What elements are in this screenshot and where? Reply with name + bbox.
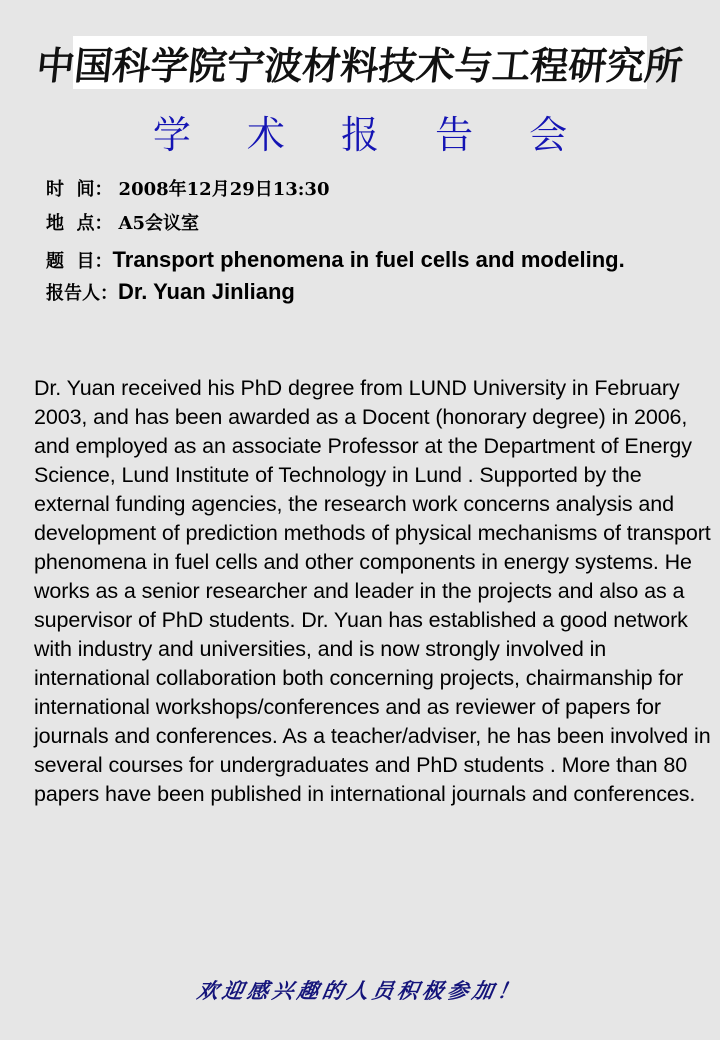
institute-name: 中国科学院宁波材料技术与工程研究所 [34, 43, 686, 88]
event-info [46, 175, 686, 313]
time-row [46, 175, 686, 209]
time-value: 2008年12月29日13:30 [118, 179, 330, 200]
place-value: A5会议室 [118, 213, 200, 234]
topic-value: Transport phenomena in fuel cells and modeling. [112, 247, 625, 272]
speaker-biography: Dr. Yuan received his PhD degree from LUND University in February 2003, and has been awarded as a Docent (honorary degree) in 2006, and employed as an associate Professor at the Department of Energy Science, Lund Institute of Technology in Lund . Supported by the external funding agencies, the research work concerns analysis and development of prediction methods of physical mechanisms of transport phenomena in fuel cells and other components in energy systems. He works as a senior researcher and leader in the projects and also as a supervisor of PhD students. Dr. Yuan has established a good network with industry and universities, and is now strongly involved in international collaboration both concerning projects, chairmanship for international workshops/conferences and as reviewer of papers for journals and conferences. As a teacher/adviser, he has been involved in several courses for undergraduates and PhD students . More than 80 papers have been published in international journals and conferences. [34, 376, 711, 806]
topic-label: 题 目： [46, 251, 113, 272]
speaker-value: Dr. Yuan Jinliang [118, 279, 295, 304]
place-row [46, 209, 686, 243]
topic-row [46, 243, 686, 279]
event-title: 学 术 报 告 会 [152, 113, 590, 157]
place-label: 地 点： [46, 213, 113, 234]
institute-banner [34, 36, 686, 89]
speaker-row [46, 279, 686, 313]
time-label: 时 间： [46, 179, 113, 200]
welcome-message: 欢迎感兴趣的人员积极参加！ [195, 978, 525, 1003]
speaker-label: 报告人： [46, 283, 118, 304]
